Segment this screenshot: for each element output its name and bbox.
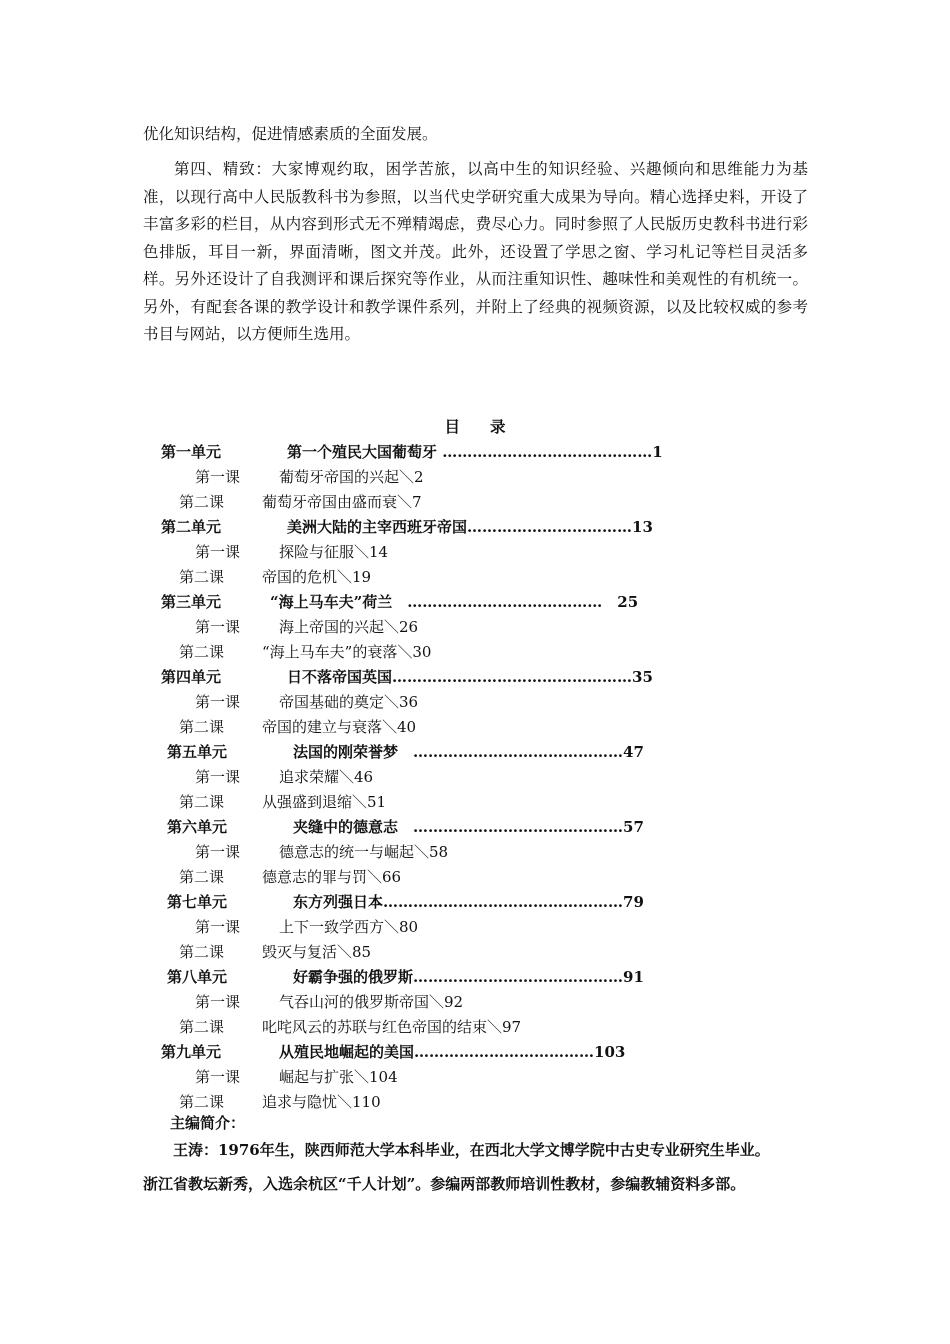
lesson-title: 探险与征服＼14 xyxy=(279,543,389,561)
unit-title: 东方列强日本…………………………………………79 xyxy=(293,893,644,911)
unit-title: 美洲大陆的主宰西班牙帝国……………………………13 xyxy=(287,518,653,536)
intro-paragraph-1: 优化知识结构，促进情感素质的全面发展。 xyxy=(143,125,438,143)
unit-label: 第三单元 xyxy=(161,593,222,611)
lesson-label: 第二课 xyxy=(179,793,225,811)
lesson-label: 第二课 xyxy=(179,493,225,511)
lesson-label: 第一课 xyxy=(195,768,241,786)
lesson-title: 追求与隐忧＼110 xyxy=(262,1093,381,1111)
lesson-title: 帝国的建立与衰落＼40 xyxy=(262,718,417,736)
lesson-label: 第二课 xyxy=(179,868,225,886)
unit-title: 从殖民地崛起的美国………………………………103 xyxy=(279,1043,626,1061)
lesson-label: 第一课 xyxy=(195,468,241,486)
intro-paragraph-2: 第四、精致：大家博观约取，困学苦旅，以高中生的知识经验、兴趣倾向和思维能力为基准，以现行高中人民版教科书为参照，以当代史学研究重大成果为导向。精心选择史料，开设了丰富多彩的栏目，从内容到形式无不殚精竭虑，费尽心力。同时参照了人民版历史教科书进行彩色排版，耳目一新，界面清晰，图文并茂。此外，还设置了学思之窗、学习札记等栏目灵活多样。另外还设计了自我测评和课后探究等作业，从而注重知识性、趣味性和美观性的有机统一。另外，有配套各课的教学设计和教学课件系列，并附上了经典的视频资源，以及比较权威的参考书目与网站，以方便师生选用。 xyxy=(143,160,808,343)
lesson-title: 帝国的危机＼19 xyxy=(262,568,372,586)
unit-label: 第二单元 xyxy=(161,518,222,536)
unit-label: 第五单元 xyxy=(167,743,228,761)
toc-title-char-2: 录 xyxy=(490,417,506,436)
lesson-title: 崛起与扩张＼104 xyxy=(279,1068,398,1086)
lesson-title: 葡萄牙帝国的兴起＼2 xyxy=(279,468,424,486)
lesson-title: “海上马车夫”的衰落＼30 xyxy=(262,643,432,661)
unit-label: 第九单元 xyxy=(161,1043,222,1061)
lesson-label: 第一课 xyxy=(195,843,241,861)
lesson-label: 第一课 xyxy=(195,693,241,711)
lesson-label: 第一课 xyxy=(195,918,241,936)
lesson-title: 追求荣耀＼46 xyxy=(279,768,374,786)
editor-heading: 主编简介： xyxy=(170,1114,246,1132)
lesson-label: 第二课 xyxy=(179,1018,225,1036)
unit-label: 第四单元 xyxy=(161,668,222,686)
toc-title-char-1: 目 xyxy=(444,417,460,436)
lesson-label: 第二课 xyxy=(179,643,225,661)
lesson-title: 德意志的罪与罚＼66 xyxy=(262,868,402,886)
unit-label: 第七单元 xyxy=(167,893,228,911)
unit-title: 法国的刚荣誉梦 ……………………………………47 xyxy=(293,743,644,761)
toc-title xyxy=(0,415,950,437)
lesson-label: 第二课 xyxy=(179,1093,225,1111)
lesson-title: 海上帝国的兴起＼26 xyxy=(279,618,419,636)
lesson-title: 上下一致学西方＼80 xyxy=(279,918,419,936)
unit-title: 第一个殖民大国葡萄牙 ……………………………………1 xyxy=(287,443,663,461)
lesson-label: 第二课 xyxy=(179,718,225,736)
unit-title: 夹缝中的德意志 ……………………………………57 xyxy=(293,818,644,836)
editor-bio-line-1: 王涛：1976年生，陕西师范大学本科毕业，在西北大学文博学院中古史专业研究生毕业。 xyxy=(173,1141,770,1159)
unit-label: 第一单元 xyxy=(161,443,222,461)
unit-title: “海上马车夫”荷兰 ………………………………… 25 xyxy=(270,593,639,611)
lesson-title: 叱咤风云的苏联与红色帝国的结束＼97 xyxy=(262,1018,522,1036)
unit-title: 日不落帝国英国…………………………………………35 xyxy=(287,668,653,686)
lesson-label: 第一课 xyxy=(195,543,241,561)
unit-title: 好霸争强的俄罗斯……………………………………91 xyxy=(293,968,644,986)
lesson-title: 从强盛到退缩＼51 xyxy=(262,793,387,811)
lesson-title: 毁灭与复活＼85 xyxy=(262,943,372,961)
lesson-label: 第二课 xyxy=(179,568,225,586)
lesson-label: 第一课 xyxy=(195,993,241,1011)
lesson-label: 第一课 xyxy=(195,1068,241,1086)
lesson-title: 葡萄牙帝国由盛而衰＼7 xyxy=(262,493,422,511)
lesson-label: 第一课 xyxy=(195,618,241,636)
unit-label: 第八单元 xyxy=(167,968,228,986)
unit-label: 第六单元 xyxy=(167,818,228,836)
lesson-label: 第二课 xyxy=(179,943,225,961)
editor-bio-line-2: 浙江省教坛新秀，入选余杭区“千人计划”。参编两部教师培训性教材，参编教辅资料多部。 xyxy=(143,1175,746,1193)
lesson-title: 德意志的统一与崛起＼58 xyxy=(279,843,449,861)
lesson-title: 气吞山河的俄罗斯帝国＼92 xyxy=(279,993,464,1011)
lesson-title: 帝国基础的奠定＼36 xyxy=(279,693,419,711)
